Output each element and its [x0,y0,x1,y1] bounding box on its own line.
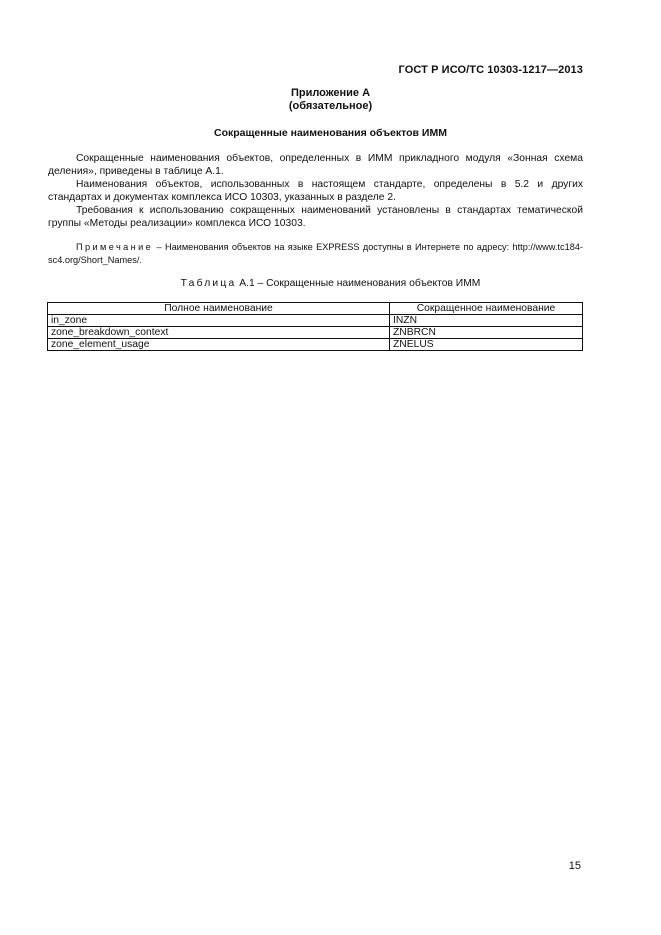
paragraph: Наименования объектов, использованных в настоящем стандарте, определены в 5.2 и других стандартах и документах комплекса ИСО 10303, указанных в разделе 2. [48,179,583,203]
standard-code-header: ГОСТ Р ИСО/ТС 10303-1217—2013 [398,64,583,76]
cell-short-name: ZNELUS [390,339,583,351]
page-number: 15 [568,860,581,872]
cell-short-name: INZN [390,315,583,327]
body-text [48,152,583,230]
cell-full-name: zone_element_usage [48,339,390,351]
paragraph: Сокращенные наименования объектов, определенных в ИММ прикладного модуля «Зонная схема деления», приведены в таблице А.1. [48,153,583,177]
cell-short-name: ZNBRCN [390,327,583,339]
table-row [48,327,583,339]
paragraph: Требования к использованию сокращенных наименований установлены в стандартах тематической группы «Методы реализации» комплекса ИСО 10303. [48,205,583,229]
table-row [48,339,583,351]
annex-status: (обязательное) [288,100,373,112]
note [48,241,583,267]
column-header-full-name: Полное наименование [48,303,390,315]
cell-full-name: in_zone [48,315,390,327]
note-label: Примечание [76,242,154,252]
section-title: Сокращенные наименования объектов ИММ [214,127,447,139]
table-header-row [48,303,583,315]
cell-full-name: zone_breakdown_context [48,327,390,339]
column-header-short-name: Сокращенное наименование [390,303,583,315]
table-row [48,315,583,327]
abbreviations-table [47,302,583,351]
annex-title: Приложение А [290,87,371,99]
table-caption-text: А.1 – Сокращенные наименования объектов ИММ [239,278,481,289]
table-caption-label: Таблица [180,278,237,289]
note-text: – Наименования объектов на языке EXPRESS доступны в Интернете по адресу: http://www.tc184-sc4.org/Short_Names/. [48,242,583,265]
table-caption [0,278,661,289]
